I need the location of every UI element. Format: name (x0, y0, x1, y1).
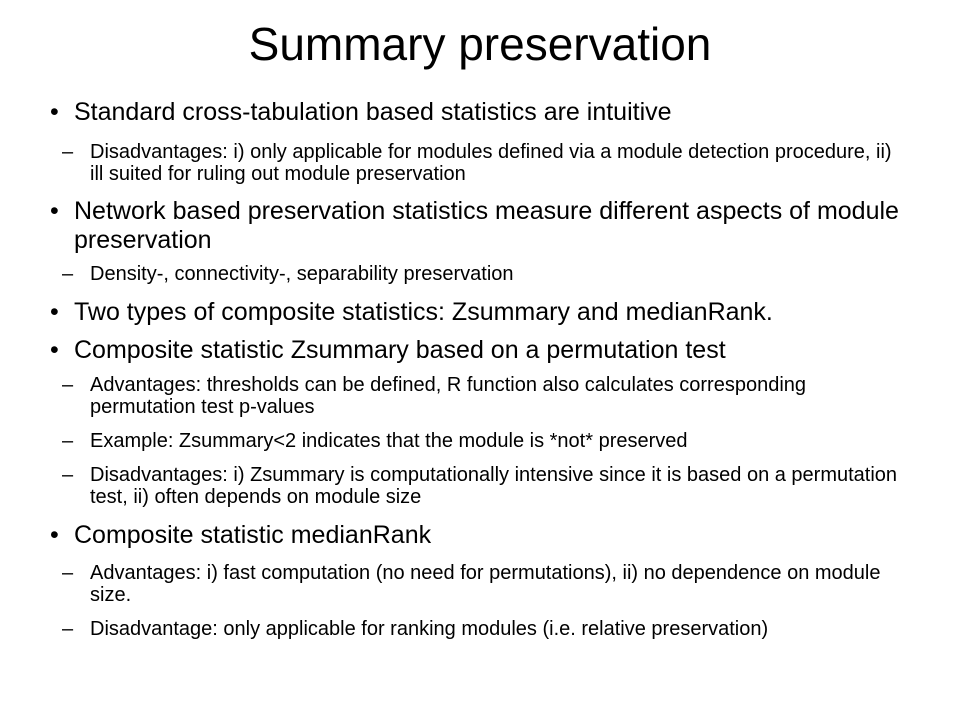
sub-bullet-marker: – (62, 618, 74, 640)
sub-bullet-marker: – (62, 562, 74, 584)
slide-title: Summary preservation (248, 18, 712, 70)
bullet-marker: • (50, 336, 59, 364)
sub-bullet-text: Density-, connectivity-, separability preservation (90, 263, 514, 285)
bullet-text: Standard cross-tabulation based statistics are intuitive (74, 98, 672, 126)
sub-bullet-text: Disadvantages: i) Zsummary is computationally intensive since it is based on a permutation test, ii) often depends on module size (90, 464, 898, 508)
sub-bullet-text: Example: Zsummary<2 indicates that the module is *not* preserved (90, 430, 688, 452)
bullet-marker: • (50, 98, 59, 126)
bullet-text: Two types of composite statistics: Zsummary and medianRank. (74, 298, 773, 326)
bullet-marker: • (50, 197, 59, 225)
bullet-marker: • (50, 521, 59, 549)
sub-bullet-marker: – (62, 430, 74, 452)
bullet-text: Composite statistic Zsummary based on a permutation test (74, 336, 726, 364)
sub-bullet-marker: – (62, 464, 74, 486)
sub-bullet-text: Disadvantage: only applicable for ranking modules (i.e. relative preservation) (90, 618, 769, 640)
sub-bullet-text: Advantages: i) fast computation (no need for permutations), ii) no dependence on module size. (90, 562, 881, 606)
sub-bullet-marker: – (62, 263, 74, 285)
bullet-text: Composite statistic medianRank (74, 521, 432, 549)
bullet-marker: • (50, 298, 59, 326)
sub-bullet-text: Disadvantages: i) only applicable for modules defined via a module detection procedure, ii) ill suited for ruling out module preservation (90, 141, 892, 185)
sub-bullet-marker: – (62, 141, 74, 163)
sub-bullet-text: Advantages: thresholds can be defined, R function also calculates corresponding permutation test p-values (90, 374, 807, 418)
bullet-text: Network based preservation statistics measure different aspects of module preservation (74, 197, 899, 254)
sub-bullet-marker: – (62, 374, 74, 396)
